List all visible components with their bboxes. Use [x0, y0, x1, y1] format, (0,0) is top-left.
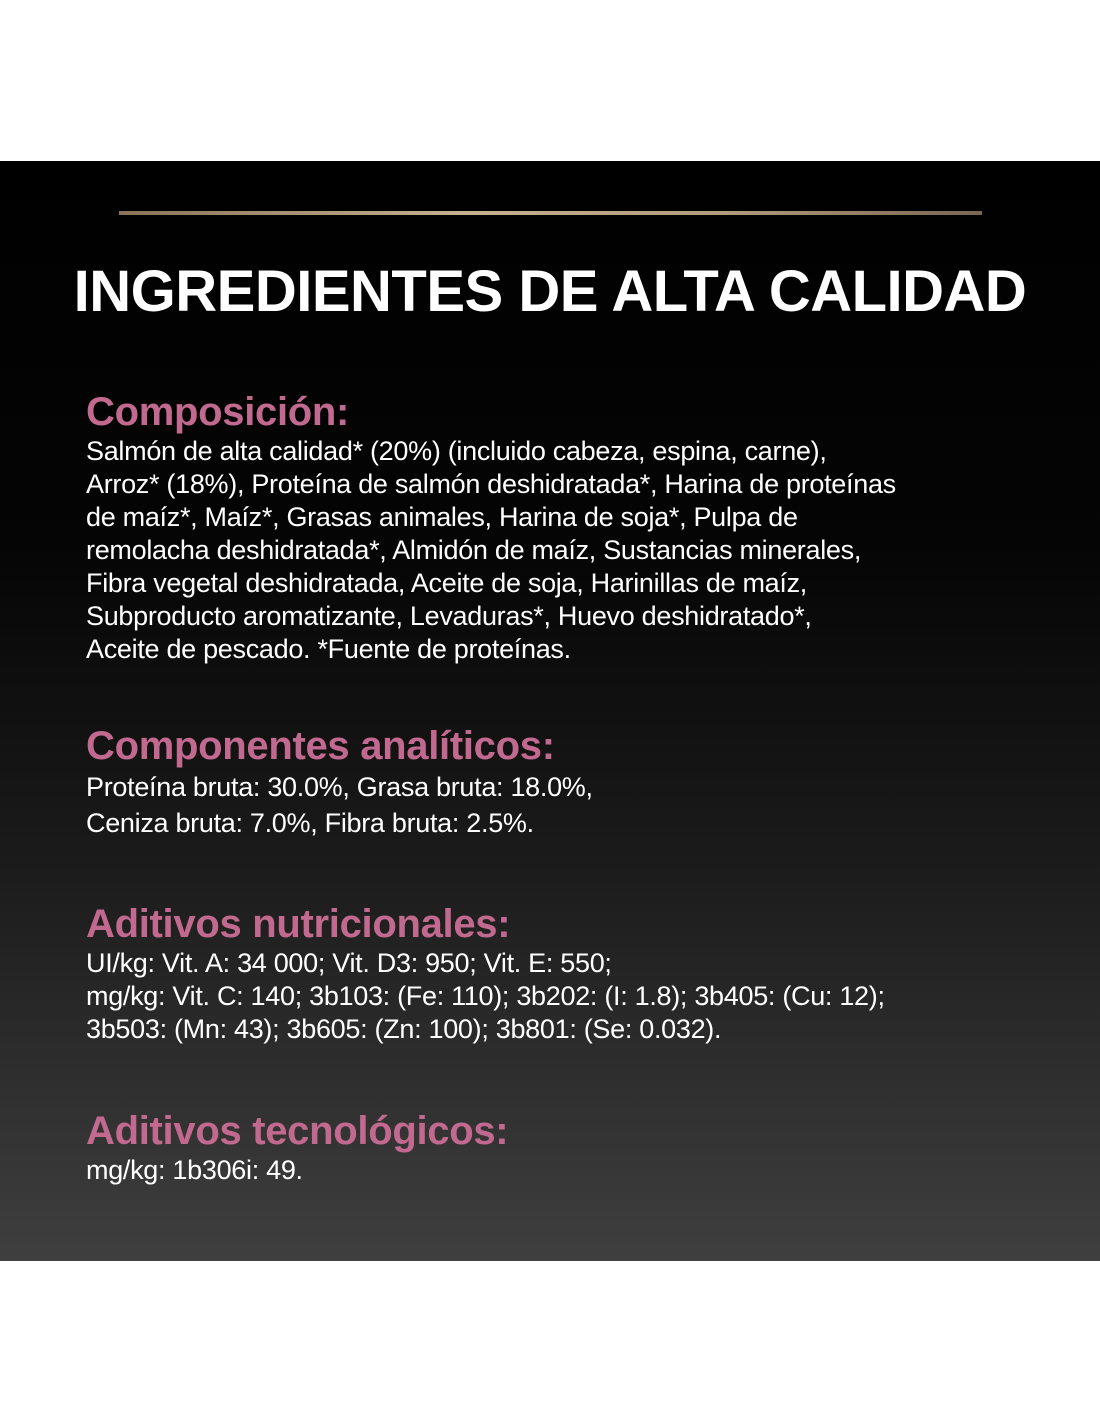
nutritional-additives-section — [86, 901, 1046, 1046]
nutritional-additives-text: UI/kg: Vit. A: 34 000; Vit. D3: 950; Vit. E: 550; mg/kg: Vit. C: 140; 3b103: (Fe: 110); 3b202: (I: 1.8); 3b405: (Cu: 12); 3b503: (Mn: 43); 3b605: (Zn: 100); 3b801: (Se: 0.032). — [86, 948, 885, 1044]
decorative-divider — [119, 211, 982, 215]
analytical-text: Proteína bruta: 30.0%, Grasa bruta: 18.0%, Ceniza bruta: 7.0%, Fibra bruta: 2.5%. — [86, 772, 593, 838]
technological-additives-text: mg/kg: 1b306i: 49. — [86, 1155, 303, 1185]
page-title: INGREDIENTES DE ALTA CALIDAD — [73, 259, 1027, 324]
composition-section — [86, 389, 1046, 666]
nutritional-additives-heading: Aditivos nutricionales: — [86, 902, 511, 946]
composition-text: Salmón de alta calidad* (20%) (incluido cabeza, espina, carne), Arroz* (18%), Proteína de salmón deshidratada*, Harina de proteínas de maíz*, Maíz*, Grasas animales, Harina de soja*, Pulpa de remolacha deshidratada*, Almidón de maíz, Sustancias minerales, Fibra vegetal deshidratada, Aceite de soja, Harinillas de maíz, Subproducto aromatizante, Levaduras*, Huevo deshidratado*, Aceite de pescado. *Fuente de proteínas. — [86, 436, 896, 664]
analytical-heading: Componentes analíticos: — [86, 724, 555, 768]
composition-heading: Composición: — [86, 390, 350, 434]
ingredients-panel — [0, 161, 1100, 1261]
technological-additives-heading: Aditivos tecnológicos: — [86, 1109, 509, 1153]
analytical-section — [86, 723, 1046, 841]
technological-additives-section — [86, 1108, 1046, 1187]
